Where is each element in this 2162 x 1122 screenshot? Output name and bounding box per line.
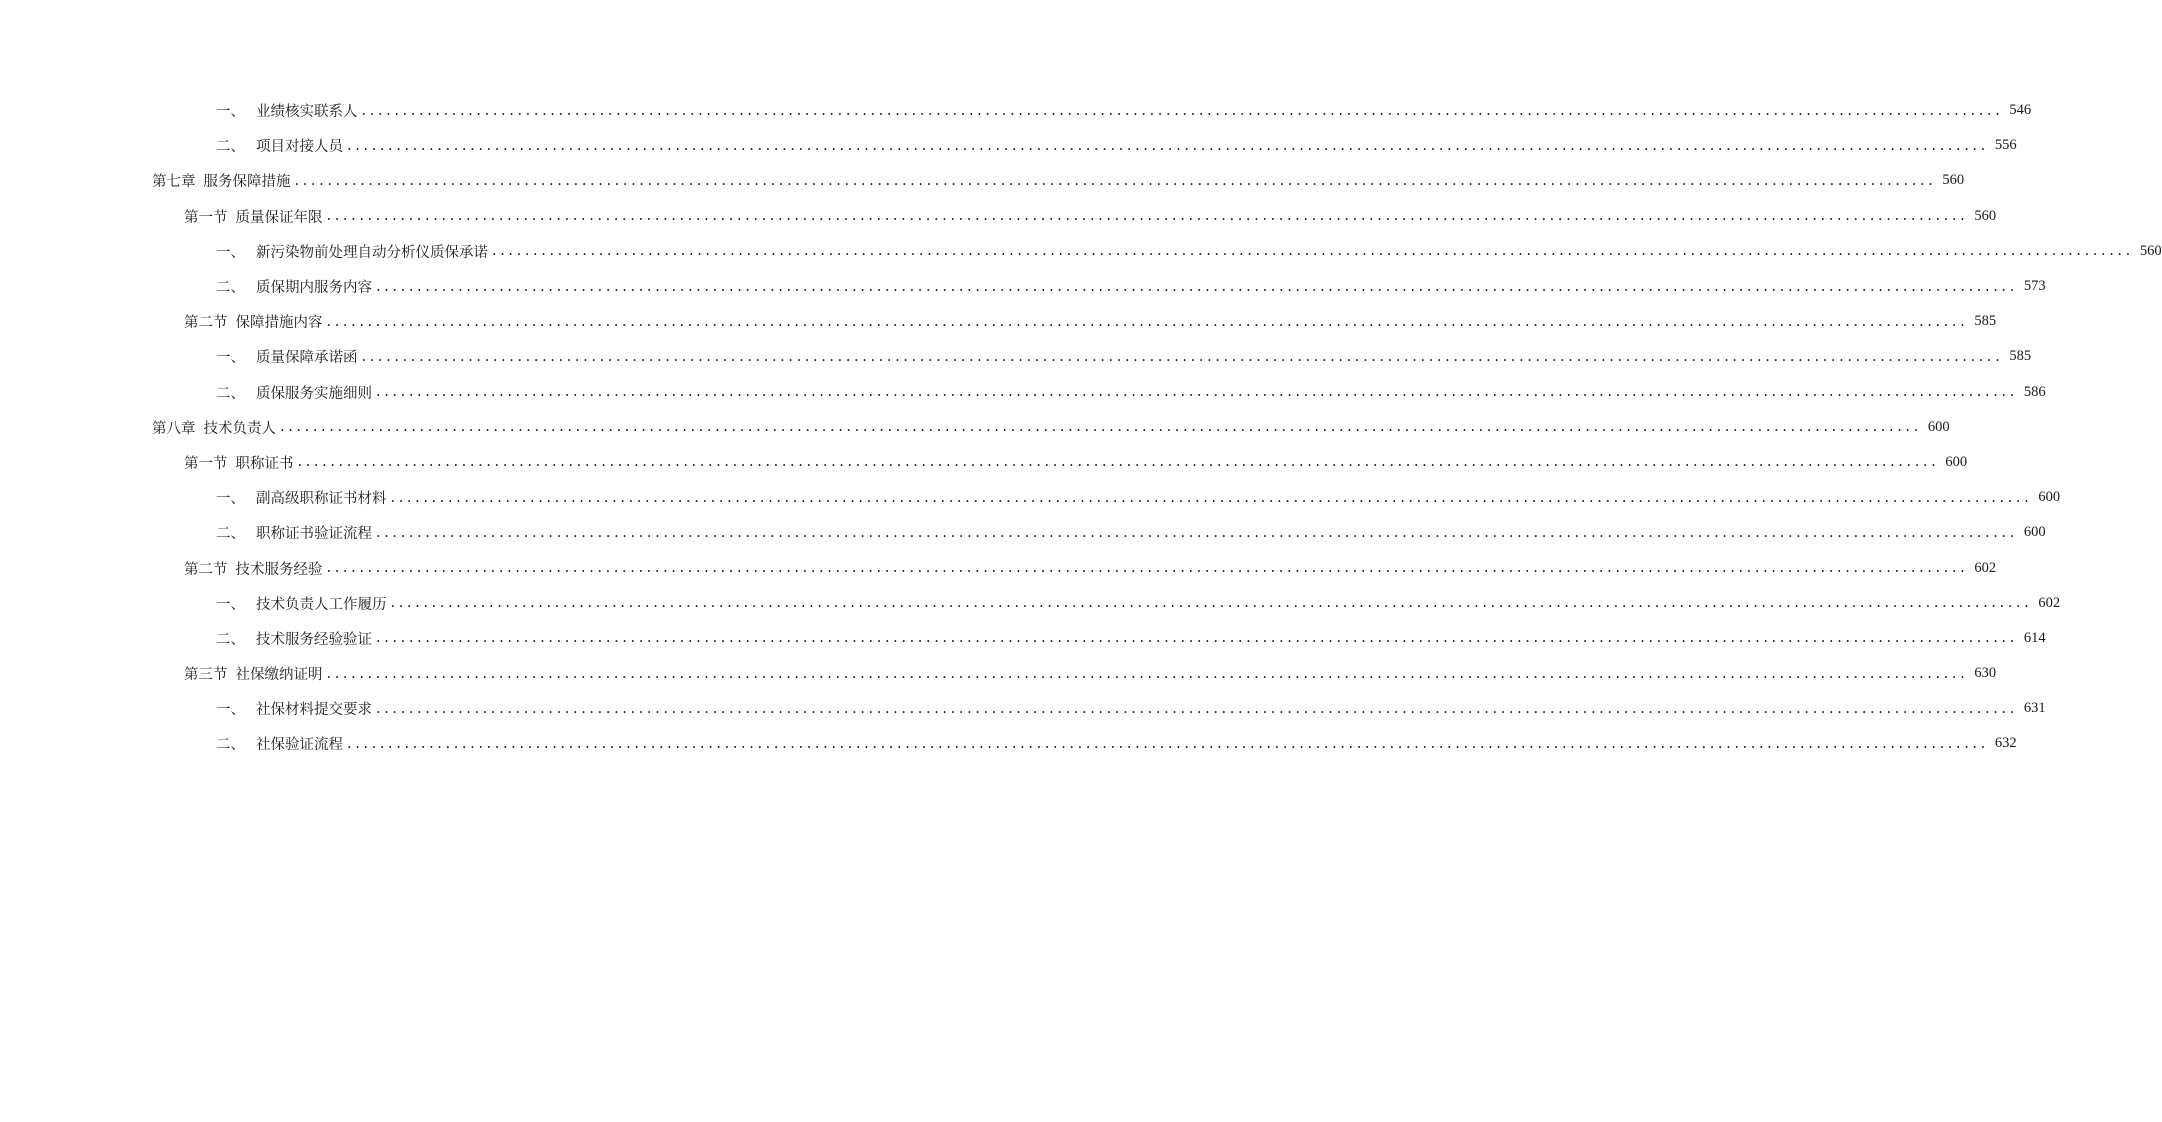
toc-dot-leader: ........................................................................................................................................................................................................ (376, 278, 2018, 295)
toc-entry-page-number: 560 (1942, 172, 1965, 189)
toc-entry-number: 二、 (216, 280, 245, 297)
toc-dot-leader: ........................................................................................................................................................................................................ (326, 313, 1969, 330)
toc-entry-number: 第八章 (152, 420, 196, 437)
toc-entry-page-number: 600 (2038, 489, 2061, 506)
toc-entry-section[interactable] (0, 445, 1968, 480)
toc-entry-number: 第一节 (184, 209, 228, 226)
toc-entry-page-number: 546 (2009, 102, 2032, 119)
toc-entry-title: 保障措施内容 (235, 315, 323, 332)
toc-entry-item[interactable] (0, 726, 2017, 761)
toc-dot-leader: ........................................................................................................................................................................................................ (376, 700, 2018, 717)
toc-entry-item[interactable] (0, 586, 2061, 621)
toc-entry-title: 社保验证流程 (256, 737, 343, 754)
toc-entry-item[interactable] (0, 375, 2046, 410)
toc-entry-chapter[interactable] (0, 163, 1965, 198)
toc-entry-number: 一、 (216, 350, 245, 367)
toc-entry-chapter[interactable] (0, 410, 1950, 445)
toc-entry-section[interactable] (0, 656, 1997, 691)
toc-entry-page-number: 600 (2023, 524, 2046, 541)
toc-entry-title: 项目对接人员 (256, 139, 343, 156)
toc-entry-label (216, 593, 389, 614)
toc-entry-page-number: 614 (2023, 629, 2046, 646)
toc-entry-label (216, 100, 360, 121)
toc-entry-page-number: 600 (1945, 453, 1968, 470)
toc-entry-title: 技术负责人工作履历 (256, 596, 387, 613)
toc-entry-label (216, 241, 490, 262)
toc-entry-label (216, 382, 374, 403)
toc-entry-label (184, 558, 325, 579)
toc-entry-page-number: 586 (2023, 383, 2046, 400)
toc-entry-number: 第一节 (184, 455, 228, 472)
toc-entry-page-number: 585 (2009, 348, 2032, 365)
toc-entry-title: 技术负责人 (203, 420, 276, 437)
toc-entry-label (184, 452, 296, 473)
toc-entry-page-number: 585 (1974, 313, 1997, 330)
toc-dot-leader: ........................................................................................................................................................................................................ (326, 665, 1969, 682)
toc-dot-leader: ........................................................................................................................................................................................................ (376, 630, 2018, 647)
toc-entry-item[interactable] (0, 621, 2046, 656)
toc-entry-number: 第三节 (184, 667, 228, 684)
toc-entry-item[interactable] (0, 128, 2017, 163)
toc-dot-leader: ........................................................................................................................................................................................................ (294, 172, 1937, 189)
toc-entry-title: 社保缴纳证明 (235, 667, 323, 684)
toc-entry-number: 第二节 (184, 561, 228, 578)
toc-entry-number: 二、 (216, 385, 245, 402)
toc-entry-title: 质量保证年限 (235, 209, 323, 226)
toc-entry-page-number: 556 (1994, 137, 2017, 154)
toc-entry-number: 二、 (216, 139, 245, 156)
toc-entry-number: 一、 (216, 702, 245, 719)
toc-entry-label (152, 417, 278, 438)
toc-entry-number: 二、 (216, 737, 245, 754)
toc-entry-number: 一、 (216, 104, 245, 121)
toc-entry-page-number: 602 (2038, 594, 2061, 611)
toc-entry-label (216, 733, 345, 754)
toc-dot-leader: ........................................................................................................................................................................................................ (297, 454, 1940, 471)
toc-entry-number: 第七章 (152, 174, 196, 191)
toc-entry-label (216, 346, 360, 367)
toc-entry-number: 二、 (216, 631, 245, 648)
toc-entry-number: 一、 (216, 244, 245, 261)
toc-entry-item[interactable] (0, 234, 2162, 269)
toc-entry-page-number: 573 (2023, 278, 2046, 295)
toc-entry-number: 一、 (216, 491, 245, 508)
toc-entry-label (216, 135, 345, 156)
toc-entry-title: 社保材料提交要求 (256, 702, 372, 719)
toc-dot-leader: ........................................................................................................................................................................................................ (326, 208, 1969, 225)
toc-entry-page-number: 631 (2023, 700, 2046, 717)
toc-dot-leader: ........................................................................................................................................................................................................ (492, 243, 2134, 260)
toc-entry-item[interactable] (0, 515, 2046, 550)
toc-entry-item[interactable] (0, 93, 2032, 128)
toc-entry-title: 技术服务经验 (235, 561, 323, 578)
toc-entry-section[interactable] (0, 304, 1997, 339)
toc-dot-leader: ........................................................................................................................................................................................................ (361, 102, 2004, 119)
toc-dot-leader: ........................................................................................................................................................................................................ (376, 524, 2018, 541)
toc-entry-item[interactable] (0, 691, 2046, 726)
toc-entry-page-number: 602 (1974, 559, 1997, 576)
toc-entry-label (216, 276, 374, 297)
toc-entry-title: 质保期内服务内容 (256, 280, 372, 297)
toc-entry-title: 服务保障措施 (203, 174, 291, 191)
toc-dot-leader: ........................................................................................................................................................................................................ (280, 419, 1922, 436)
toc-dot-leader: ........................................................................................................................................................................................................ (390, 595, 2033, 612)
toc-dot-leader: ........................................................................................................................................................................................................ (390, 489, 2033, 506)
toc-entry-title: 职称证书 (235, 455, 294, 472)
toc-entry-number: 二、 (216, 526, 245, 543)
toc-dot-leader: ........................................................................................................................................................................................................ (326, 560, 1969, 577)
toc-entry-title: 质保服务实施细则 (256, 385, 372, 402)
toc-dot-leader: ........................................................................................................................................................................................................ (347, 137, 1989, 154)
toc-dot-leader: ........................................................................................................................................................................................................ (361, 348, 2004, 365)
toc-entry-label (184, 663, 325, 684)
toc-entry-section[interactable] (0, 199, 1997, 234)
toc-entry-page-number: 632 (1994, 735, 2017, 752)
toc-entry-page-number: 560 (1974, 207, 1997, 224)
toc-entry-page-number: 600 (1927, 418, 1950, 435)
toc-entry-title: 职称证书验证流程 (256, 526, 372, 543)
toc-entry-label (152, 170, 293, 191)
table-of-contents (0, 93, 2162, 762)
toc-entry-label (216, 698, 374, 719)
toc-entry-number: 一、 (216, 596, 245, 613)
toc-entry-page-number: 560 (2139, 242, 2162, 259)
toc-entry-title: 副高级职称证书材料 (256, 491, 387, 508)
toc-entry-section[interactable] (0, 550, 1997, 585)
toc-entry-label (216, 628, 374, 649)
toc-dot-leader: ........................................................................................................................................................................................................ (376, 384, 2018, 401)
toc-entry-number: 第二节 (184, 315, 228, 332)
toc-entry-label (216, 522, 374, 543)
toc-entry-label (216, 487, 389, 508)
toc-entry-item[interactable] (0, 339, 2032, 374)
toc-entry-page-number: 630 (1974, 665, 1997, 682)
toc-entry-item[interactable] (0, 269, 2046, 304)
toc-entry-label (184, 311, 325, 332)
toc-entry-title: 技术服务经验验证 (256, 631, 372, 648)
toc-entry-title: 新污染物前处理自动分析仪质保承诺 (256, 244, 488, 261)
toc-entry-title: 业绩核实联系人 (256, 104, 358, 121)
toc-entry-item[interactable] (0, 480, 2061, 515)
toc-entry-title: 质量保障承诺函 (256, 350, 358, 367)
toc-entry-label (184, 206, 325, 227)
toc-dot-leader: ........................................................................................................................................................................................................ (347, 735, 1989, 752)
